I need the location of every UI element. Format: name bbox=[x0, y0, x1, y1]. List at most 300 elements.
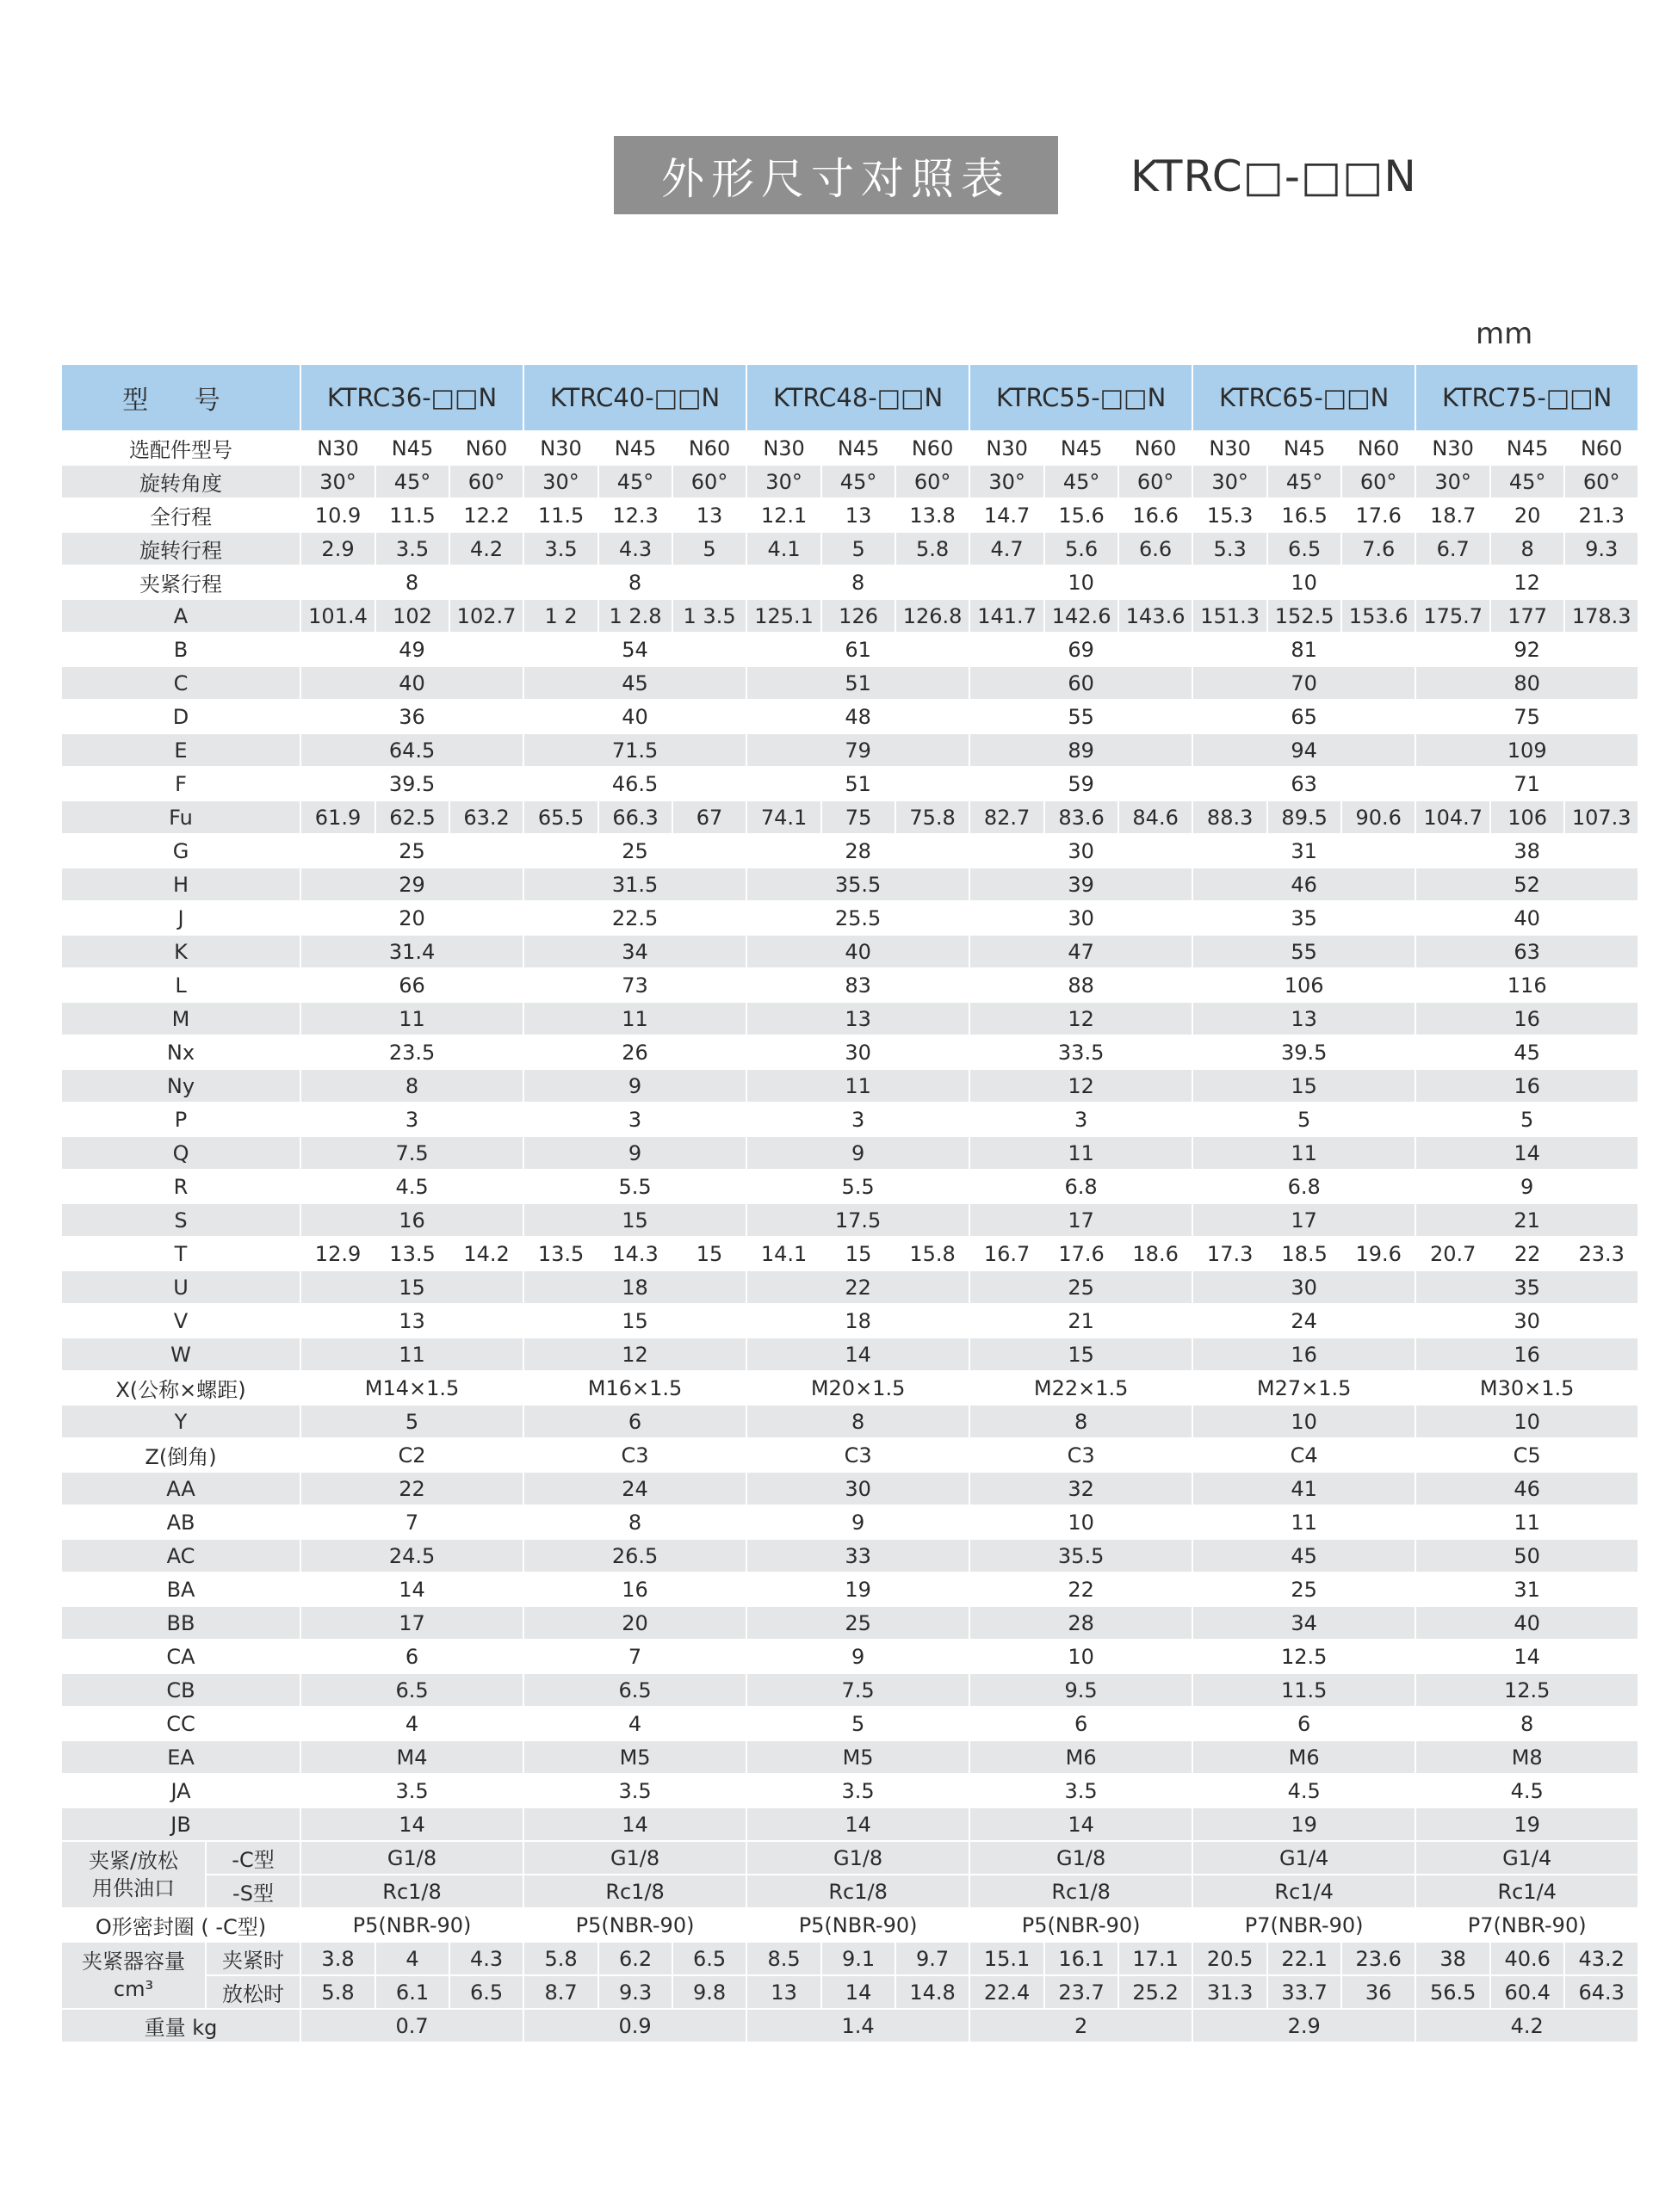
table-cell: 18.7 bbox=[1415, 498, 1490, 532]
table-cell: 5 bbox=[746, 1707, 969, 1740]
row-label: A bbox=[61, 599, 300, 633]
row-label: 重量 kg bbox=[61, 2009, 300, 2042]
row-label: P bbox=[61, 1103, 300, 1136]
table-cell: 6.5 bbox=[1267, 532, 1341, 565]
table-cell: 39 bbox=[969, 868, 1192, 901]
table-row bbox=[61, 565, 1638, 599]
table-cell: 23.3 bbox=[1564, 1237, 1638, 1270]
table-cell: 40 bbox=[746, 935, 969, 968]
table-cell: 25 bbox=[969, 1270, 1192, 1304]
page-title: 外形尺寸对照表 bbox=[614, 136, 1058, 214]
table-cell: 4.7 bbox=[969, 532, 1044, 565]
table-cell: 8 bbox=[746, 565, 969, 599]
table-row bbox=[61, 465, 1638, 498]
table-cell: 25.2 bbox=[1118, 1975, 1192, 2009]
table-cell: 6.5 bbox=[449, 1975, 523, 2009]
table-cell: 22.5 bbox=[523, 901, 746, 935]
table-row bbox=[61, 1103, 1638, 1136]
table-cell: M20×1.5 bbox=[746, 1371, 969, 1405]
table-cell: 0.9 bbox=[523, 2009, 746, 2042]
table-cell: 70 bbox=[1192, 666, 1415, 700]
table-row bbox=[61, 1774, 1638, 1807]
table-cell: 14 bbox=[969, 1807, 1192, 1841]
table-cell: 19 bbox=[746, 1572, 969, 1606]
table-cell: 17.6 bbox=[1044, 1237, 1118, 1270]
table-cell: 40 bbox=[523, 700, 746, 733]
table-cell: 3 bbox=[523, 1103, 746, 1136]
table-cell: N60 bbox=[672, 431, 746, 465]
table-cell: 15 bbox=[672, 1237, 746, 1270]
table-cell: 14 bbox=[821, 1975, 895, 2009]
table-cell: 11 bbox=[300, 1002, 523, 1035]
table-cell: 15.8 bbox=[895, 1237, 969, 1270]
table-row bbox=[61, 431, 1638, 465]
table-cell: 15 bbox=[523, 1304, 746, 1338]
table-cell: 14.7 bbox=[969, 498, 1044, 532]
table-cell: 126.8 bbox=[895, 599, 969, 633]
table-cell: 20 bbox=[300, 901, 523, 935]
table-cell: M5 bbox=[746, 1740, 969, 1774]
row-label: BA bbox=[61, 1572, 300, 1606]
table-cell: C5 bbox=[1415, 1438, 1638, 1472]
table-cell: N30 bbox=[1192, 431, 1267, 465]
table-row bbox=[61, 1572, 1638, 1606]
table-row bbox=[61, 901, 1638, 935]
table-cell: 106 bbox=[1490, 800, 1564, 834]
table-cell: G1/8 bbox=[523, 1841, 746, 1875]
table-cell: 12 bbox=[969, 1069, 1192, 1103]
table-cell: 1.4 bbox=[746, 2009, 969, 2042]
table-cell: 7 bbox=[523, 1640, 746, 1673]
table-cell: 6.8 bbox=[1192, 1170, 1415, 1203]
table-cell: Rc1/4 bbox=[1415, 1875, 1638, 1908]
table-cell: 30° bbox=[969, 465, 1044, 498]
table-cell: 11 bbox=[1192, 1505, 1415, 1539]
table-cell: 151.3 bbox=[1192, 599, 1267, 633]
table-cell: 89 bbox=[969, 733, 1192, 767]
table-cell: 9 bbox=[523, 1069, 746, 1103]
row-label: Z(倒角) bbox=[61, 1438, 300, 1472]
table-cell: 45° bbox=[598, 465, 672, 498]
table-cell: 3 bbox=[300, 1103, 523, 1136]
table-cell: 10 bbox=[1192, 565, 1415, 599]
table-cell: 45° bbox=[1490, 465, 1564, 498]
table-cell: 36 bbox=[300, 700, 523, 733]
table-cell: 66.3 bbox=[598, 800, 672, 834]
table-cell: 18.5 bbox=[1267, 1237, 1341, 1270]
table-cell: 14 bbox=[1415, 1136, 1638, 1170]
table-cell: 8.5 bbox=[746, 1942, 821, 1975]
table-cell: 9 bbox=[1415, 1170, 1638, 1203]
row-label: W bbox=[61, 1338, 300, 1371]
table-cell: 39.5 bbox=[1192, 1035, 1415, 1069]
table-cell: 2 bbox=[969, 2009, 1192, 2042]
table-cell: 30° bbox=[1415, 465, 1490, 498]
table-cell: 15 bbox=[523, 1203, 746, 1237]
table-cell: 13.8 bbox=[895, 498, 969, 532]
table-cell: 13 bbox=[1192, 1002, 1415, 1035]
table-cell: 16.1 bbox=[1044, 1942, 1118, 1975]
table-row bbox=[61, 1304, 1638, 1338]
table-cell: 11 bbox=[969, 1136, 1192, 1170]
table-cell: 26.5 bbox=[523, 1539, 746, 1572]
table-row bbox=[61, 1002, 1638, 1035]
table-cell: 25 bbox=[523, 834, 746, 868]
table-cell: N60 bbox=[1341, 431, 1415, 465]
row-label: EA bbox=[61, 1740, 300, 1774]
table-cell: 28 bbox=[969, 1606, 1192, 1640]
table-cell: C3 bbox=[523, 1438, 746, 1472]
table-cell: 9.8 bbox=[672, 1975, 746, 2009]
table-cell: 6.6 bbox=[1118, 532, 1192, 565]
table-cell: G1/8 bbox=[746, 1841, 969, 1875]
table-cell: M16×1.5 bbox=[523, 1371, 746, 1405]
table-cell: 101.4 bbox=[300, 599, 375, 633]
table-cell: P5(NBR-90) bbox=[523, 1908, 746, 1942]
table-cell: 60.4 bbox=[1490, 1975, 1564, 2009]
table-cell: 45° bbox=[821, 465, 895, 498]
row-label: AA bbox=[61, 1472, 300, 1505]
table-cell: 50 bbox=[1415, 1539, 1638, 1572]
capacity-label: 夹紧器容量 cm³ bbox=[61, 1942, 206, 2009]
table-cell: 5.8 bbox=[300, 1975, 375, 2009]
table-cell: 102 bbox=[375, 599, 449, 633]
table-cell: 25 bbox=[746, 1606, 969, 1640]
table-cell: 30 bbox=[746, 1472, 969, 1505]
row-label: 夹紧行程 bbox=[61, 565, 300, 599]
row-sublabel: -C型 bbox=[206, 1841, 300, 1875]
table-cell: 55 bbox=[969, 700, 1192, 733]
row-label: O形密封圈 ( -C型) bbox=[61, 1908, 300, 1942]
table-cell: 33.5 bbox=[969, 1035, 1192, 1069]
table-cell: 22 bbox=[746, 1270, 969, 1304]
table-cell: 17.3 bbox=[1192, 1237, 1267, 1270]
table-cell: M22×1.5 bbox=[969, 1371, 1192, 1405]
table-cell: 29 bbox=[300, 868, 523, 901]
table-cell: 46 bbox=[1192, 868, 1415, 901]
table-cell: 9.5 bbox=[969, 1673, 1192, 1707]
table-cell: 45 bbox=[1192, 1539, 1415, 1572]
table-cell: 4.3 bbox=[598, 532, 672, 565]
table-cell: 62.5 bbox=[375, 800, 449, 834]
table-cell: 21 bbox=[969, 1304, 1192, 1338]
table-cell: N30 bbox=[746, 431, 821, 465]
row-label: Fu bbox=[61, 800, 300, 834]
table-cell: 20.5 bbox=[1192, 1942, 1267, 1975]
table-cell: 74.1 bbox=[746, 800, 821, 834]
table-row bbox=[61, 1136, 1638, 1170]
table-cell: 9.7 bbox=[895, 1942, 969, 1975]
table-cell: 61.9 bbox=[300, 800, 375, 834]
row-label: CC bbox=[61, 1707, 300, 1740]
table-cell: 14.8 bbox=[895, 1975, 969, 2009]
table-cell: 63 bbox=[1415, 935, 1638, 968]
table-row bbox=[61, 1405, 1638, 1438]
table-cell: M6 bbox=[969, 1740, 1192, 1774]
model-header: KTRC40-□□N bbox=[523, 364, 746, 431]
table-cell: 11 bbox=[1192, 1136, 1415, 1170]
row-label: BB bbox=[61, 1606, 300, 1640]
table-cell: G1/4 bbox=[1415, 1841, 1638, 1875]
table-cell: 83 bbox=[746, 968, 969, 1002]
table-cell: 13 bbox=[746, 1002, 969, 1035]
table-cell: 73 bbox=[523, 968, 746, 1002]
table-cell: 47 bbox=[969, 935, 1192, 968]
table-cell: 60° bbox=[1118, 465, 1192, 498]
table-row bbox=[61, 599, 1638, 633]
table-cell: 21 bbox=[1415, 1203, 1638, 1237]
table-cell: C3 bbox=[746, 1438, 969, 1472]
table-cell: 6.8 bbox=[969, 1170, 1192, 1203]
table-cell: 18 bbox=[523, 1270, 746, 1304]
table-cell: 45° bbox=[375, 465, 449, 498]
table-cell: 4.2 bbox=[449, 532, 523, 565]
table-cell: 65.5 bbox=[523, 800, 598, 834]
table-cell: C2 bbox=[300, 1438, 523, 1472]
table-cell: 45° bbox=[1267, 465, 1341, 498]
table-cell: 4 bbox=[300, 1707, 523, 1740]
row-sublabel: -S型 bbox=[206, 1875, 300, 1908]
table-cell: 12.9 bbox=[300, 1237, 375, 1270]
table-cell: 8 bbox=[969, 1405, 1192, 1438]
table-cell: 83.6 bbox=[1044, 800, 1118, 834]
table-cell: 9 bbox=[746, 1136, 969, 1170]
table-cell: 5 bbox=[821, 532, 895, 565]
table-cell: 56.5 bbox=[1415, 1975, 1490, 2009]
table-cell: 141.7 bbox=[969, 599, 1044, 633]
table-row bbox=[61, 1606, 1638, 1640]
table-cell: 15 bbox=[300, 1270, 523, 1304]
table-cell: 10 bbox=[1192, 1405, 1415, 1438]
table-cell: 104.7 bbox=[1415, 800, 1490, 834]
table-cell: 84.6 bbox=[1118, 800, 1192, 834]
dimension-table bbox=[60, 363, 1639, 2043]
row-label: T bbox=[61, 1237, 300, 1270]
table-cell: 1 3.5 bbox=[672, 599, 746, 633]
table-cell: 48 bbox=[746, 700, 969, 733]
table-cell: Rc1/8 bbox=[300, 1875, 523, 1908]
table-cell: 7.6 bbox=[1341, 532, 1415, 565]
table-cell: 60 bbox=[969, 666, 1192, 700]
model-header: KTRC65-□□N bbox=[1192, 364, 1415, 431]
table-cell: 11 bbox=[300, 1338, 523, 1371]
table-cell: 75 bbox=[821, 800, 895, 834]
table-cell: 4.5 bbox=[1192, 1774, 1415, 1807]
table-cell: 35 bbox=[1415, 1270, 1638, 1304]
table-cell: 80 bbox=[1415, 666, 1638, 700]
table-row bbox=[61, 767, 1638, 800]
table-cell: 71 bbox=[1415, 767, 1638, 800]
table-cell: 13 bbox=[672, 498, 746, 532]
table-cell: 5 bbox=[672, 532, 746, 565]
table-cell: 8 bbox=[300, 565, 523, 599]
table-cell: 143.6 bbox=[1118, 599, 1192, 633]
row-label: H bbox=[61, 868, 300, 901]
table-cell: 28 bbox=[746, 834, 969, 868]
table-cell: 6.2 bbox=[598, 1942, 672, 1975]
model-code: KTRC□-□□N bbox=[1130, 151, 1417, 201]
table-cell: 19 bbox=[1415, 1807, 1638, 1841]
table-cell: 13 bbox=[300, 1304, 523, 1338]
row-label: D bbox=[61, 700, 300, 733]
table-cell: 11 bbox=[1415, 1505, 1638, 1539]
table-cell: 3.5 bbox=[523, 532, 598, 565]
table-cell: 38 bbox=[1415, 1942, 1490, 1975]
table-cell: 31.4 bbox=[300, 935, 523, 968]
table-cell: 9 bbox=[523, 1136, 746, 1170]
table-cell: M27×1.5 bbox=[1192, 1371, 1415, 1405]
table-cell: 10 bbox=[969, 1505, 1192, 1539]
table-cell: 23.6 bbox=[1341, 1942, 1415, 1975]
table-cell: 6 bbox=[300, 1640, 523, 1673]
row-label: L bbox=[61, 968, 300, 1002]
table-row bbox=[61, 868, 1638, 901]
table-cell: 107.3 bbox=[1564, 800, 1638, 834]
table-cell: N60 bbox=[449, 431, 523, 465]
table-row bbox=[61, 498, 1638, 532]
table-cell: 60° bbox=[672, 465, 746, 498]
table-cell: 12.5 bbox=[1192, 1640, 1415, 1673]
table-cell: 14 bbox=[746, 1807, 969, 1841]
table-cell: 4 bbox=[375, 1942, 449, 1975]
model-header-label: 型 号 bbox=[61, 364, 300, 431]
unit-label: mm bbox=[1476, 317, 1533, 351]
table-cell: 81 bbox=[1192, 633, 1415, 666]
table-cell: 64.3 bbox=[1564, 1975, 1638, 2009]
table-cell: N30 bbox=[300, 431, 375, 465]
table-cell: 7.5 bbox=[746, 1673, 969, 1707]
table-cell: 8 bbox=[1415, 1707, 1638, 1740]
table-cell: M4 bbox=[300, 1740, 523, 1774]
model-header: KTRC75-□□N bbox=[1415, 364, 1638, 431]
table-cell: 3.8 bbox=[300, 1942, 375, 1975]
row-label: M bbox=[61, 1002, 300, 1035]
table-cell: 18 bbox=[746, 1304, 969, 1338]
row-label: Q bbox=[61, 1136, 300, 1170]
table-cell: 33.7 bbox=[1267, 1975, 1341, 2009]
table-cell: 45 bbox=[523, 666, 746, 700]
row-label: AB bbox=[61, 1505, 300, 1539]
table-cell: 13 bbox=[746, 1975, 821, 2009]
table-cell: 65 bbox=[1192, 700, 1415, 733]
row-label: CB bbox=[61, 1673, 300, 1707]
table-cell: 40 bbox=[1415, 901, 1638, 935]
table-cell: 1 2.8 bbox=[598, 599, 672, 633]
row-label: S bbox=[61, 1203, 300, 1237]
table-cell: 20.7 bbox=[1415, 1237, 1490, 1270]
table-row bbox=[61, 700, 1638, 733]
table-cell: 31.5 bbox=[523, 868, 746, 901]
table-cell: 17 bbox=[300, 1606, 523, 1640]
table-cell: N45 bbox=[821, 431, 895, 465]
table-cell: 89.5 bbox=[1267, 800, 1341, 834]
table-cell: 6.5 bbox=[523, 1673, 746, 1707]
table-cell: 22.1 bbox=[1267, 1942, 1341, 1975]
table-cell: 14.1 bbox=[746, 1237, 821, 1270]
table-cell: 6 bbox=[523, 1405, 746, 1438]
table-cell: 102.7 bbox=[449, 599, 523, 633]
table-cell: 11 bbox=[746, 1069, 969, 1103]
table-cell: 34 bbox=[1192, 1606, 1415, 1640]
table-cell: 71.5 bbox=[523, 733, 746, 767]
table-cell: 7.5 bbox=[300, 1136, 523, 1170]
table-cell: 3.5 bbox=[375, 532, 449, 565]
table-cell: C4 bbox=[1192, 1438, 1415, 1472]
table-cell: G1/8 bbox=[300, 1841, 523, 1875]
table-cell: 41 bbox=[1192, 1472, 1415, 1505]
table-cell: 3 bbox=[969, 1103, 1192, 1136]
table-cell: 5.8 bbox=[895, 532, 969, 565]
table-cell: 12 bbox=[969, 1002, 1192, 1035]
table-cell: 24.5 bbox=[300, 1539, 523, 1572]
table-cell: Rc1/8 bbox=[969, 1875, 1192, 1908]
table-cell: 13.5 bbox=[523, 1237, 598, 1270]
table-cell: 3.5 bbox=[746, 1774, 969, 1807]
table-cell: 45 bbox=[1415, 1035, 1638, 1069]
table-cell: 14 bbox=[746, 1338, 969, 1371]
table-cell: 61 bbox=[746, 633, 969, 666]
table-cell: 39.5 bbox=[300, 767, 523, 800]
table-cell: 30° bbox=[523, 465, 598, 498]
table-cell: 16 bbox=[1192, 1338, 1415, 1371]
table-cell: 79 bbox=[746, 733, 969, 767]
table-cell: 0.7 bbox=[300, 2009, 523, 2042]
table-cell: 10 bbox=[969, 1640, 1192, 1673]
table-row bbox=[61, 1908, 1638, 1942]
table-cell: 60° bbox=[1341, 465, 1415, 498]
row-label: 全行程 bbox=[61, 498, 300, 532]
table-cell: M14×1.5 bbox=[300, 1371, 523, 1405]
table-cell: 126 bbox=[821, 599, 895, 633]
table-row bbox=[61, 733, 1638, 767]
table-cell: G1/8 bbox=[969, 1841, 1192, 1875]
row-label: U bbox=[61, 1270, 300, 1304]
table-row bbox=[61, 1539, 1638, 1572]
table-cell: 35 bbox=[1192, 901, 1415, 935]
row-sublabel: 夹紧时 bbox=[206, 1942, 300, 1975]
table-cell: N45 bbox=[598, 431, 672, 465]
table-cell: M5 bbox=[523, 1740, 746, 1774]
table-cell: 6.5 bbox=[300, 1673, 523, 1707]
table-cell: 15.6 bbox=[1044, 498, 1118, 532]
table-row bbox=[61, 800, 1638, 834]
table-cell: 116 bbox=[1415, 968, 1638, 1002]
table-cell: 5.6 bbox=[1044, 532, 1118, 565]
table-cell: 13 bbox=[821, 498, 895, 532]
row-label: 旋转行程 bbox=[61, 532, 300, 565]
table-cell: 82.7 bbox=[969, 800, 1044, 834]
table-cell: 60° bbox=[1564, 465, 1638, 498]
table-cell: 60° bbox=[895, 465, 969, 498]
table-cell: 30° bbox=[300, 465, 375, 498]
table-cell: 14.2 bbox=[449, 1237, 523, 1270]
table-cell: 11.5 bbox=[1192, 1673, 1415, 1707]
table-cell: 16 bbox=[1415, 1069, 1638, 1103]
table-cell: 178.3 bbox=[1564, 599, 1638, 633]
table-cell: 12 bbox=[523, 1338, 746, 1371]
table-cell: 2.9 bbox=[1192, 2009, 1415, 2042]
table-cell: 9 bbox=[746, 1505, 969, 1539]
row-label: B bbox=[61, 633, 300, 666]
table-cell: 4.5 bbox=[300, 1170, 523, 1203]
table-cell: 11 bbox=[523, 1002, 746, 1035]
table-cell: 175.7 bbox=[1415, 599, 1490, 633]
table-row bbox=[61, 1338, 1638, 1371]
table-cell: 35.5 bbox=[969, 1539, 1192, 1572]
row-label: V bbox=[61, 1304, 300, 1338]
table-cell: 12 bbox=[1415, 565, 1638, 599]
row-label: Y bbox=[61, 1405, 300, 1438]
